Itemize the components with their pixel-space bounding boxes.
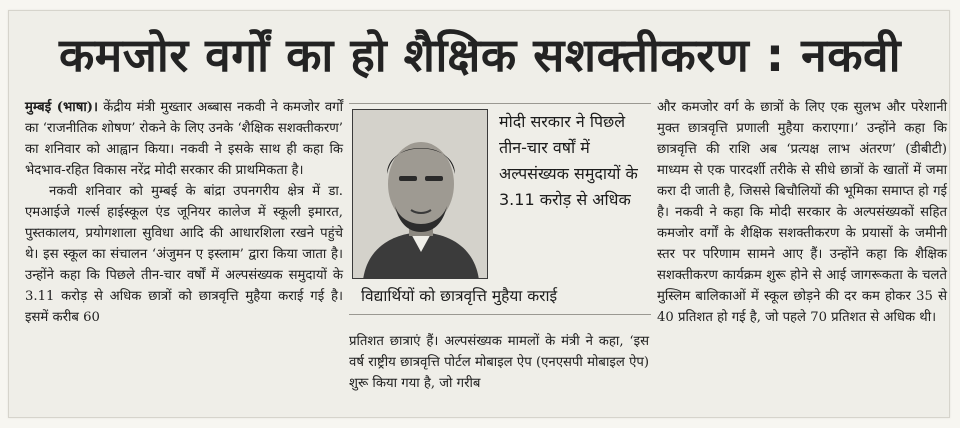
dateline: मुम्बई (भाषा)। (25, 100, 98, 115)
pullquote-last-line: विद्यार्थियों को छात्रवृत्ति मुहैया कराई (361, 287, 558, 305)
column-3 (657, 97, 947, 328)
paragraph-1 (25, 97, 343, 181)
paragraph-2: नकवी शनिवार को मुम्बई के बांद्रा उपनगरीय क्षेत्र में डा. एमआईजे गर्ल्स हाईस्कूल एंड जूनियर कालेज में स्कूली इमारत, पुस्तकालय, प्रयोगशाला सुविधा आदि की आधारशिला रखने पहुंचे थे। इस स्कूल का संचालन ‘अंजुमन ए इस्लाम’ द्वारा किया जाता है। उन्होंने कहा कि पिछले तीन-चार वर्षों में अल्पसंख्यक समुदायों के 3.11 करोड़ से अधिक छात्रों को छात्रवृत्ति मुहैया कराई गई है। इसमें करीब 60 (25, 184, 343, 325)
column-3-text: और कमजोर वर्ग के छात्रों के लिए एक सुलभ और परेशानी मुक्त छात्रवृत्ति प्रणाली मुहैया कराएगा।’ उन्होंने कहा कि छात्रवृत्ति की राशि अब ‘प्रत्यक्ष लाभ अंतरण’ (डीबीटी) माध्यम से एक पारदर्शी तरीके से सीधे छात्रों के खातों में जमा करा दी जाती है, जिससे बिचौलियों की भूमिका समाप्त हो गई है। नकवी ने कहा कि मोदी सरकार के अल्पसंख्यकों सहित कमजोर वर्गों के शैक्षिक सशक्तीकरण के प्रयासों के जमीनी स्तर पर परिणाम सामने आए हैं। उन्होंने कहा कि शैक्षिक सशक्तीकरण कार्यक्रम शुरू होने से आई जागरूकता के चलते मुस्लिम बालिकाओं में स्कूल छोड़ने की दर कम होकर 35 से 40 प्रतिशत हो गई है, जो पहले 70 प्रतिशत से अधिक थी। (657, 100, 947, 325)
column-1 (25, 97, 343, 328)
pullquote: मोदी सरकार ने पिछले तीन-चार वर्षों में अल्पसंख्यक समुदायों के 3.11 करोड़ से अधिक (499, 112, 638, 209)
column-2 (349, 331, 649, 394)
newspaper-clipping (8, 10, 950, 418)
column-2-text: प्रतिशत छात्राएं हैं। अल्पसंख्यक मामलों के मंत्री ने कहा, ‘इस वर्ष राष्ट्रीय छात्रवृत्ति पोर्टल मोबाइल ऐप (एनएसपी मोबाइल ऐप) शुरू किया गया है, जो गरीब (349, 334, 649, 391)
portrait-illustration (353, 110, 488, 279)
portrait-photo (352, 109, 488, 279)
paragraph-1-text: केंद्रीय मंत्री मुख्तार अब्बास नकवी ने कमजोर वर्गों का ‘राजनीतिक शोषण’ रोकने के लिए उनके ‘शैक्षिक सशक्तीकरण’ का शनिवार को आह्वान किया। नकवी ने इसके साथ ही कहा कि भेदभाव-रहित विकास नरेंद्र मोदी सरकार की प्राथमिकता है। (25, 100, 343, 178)
headline: कमजोर वर्गों का हो शैक्षिक सशक्तीकरण : नकवी (58, 28, 902, 82)
